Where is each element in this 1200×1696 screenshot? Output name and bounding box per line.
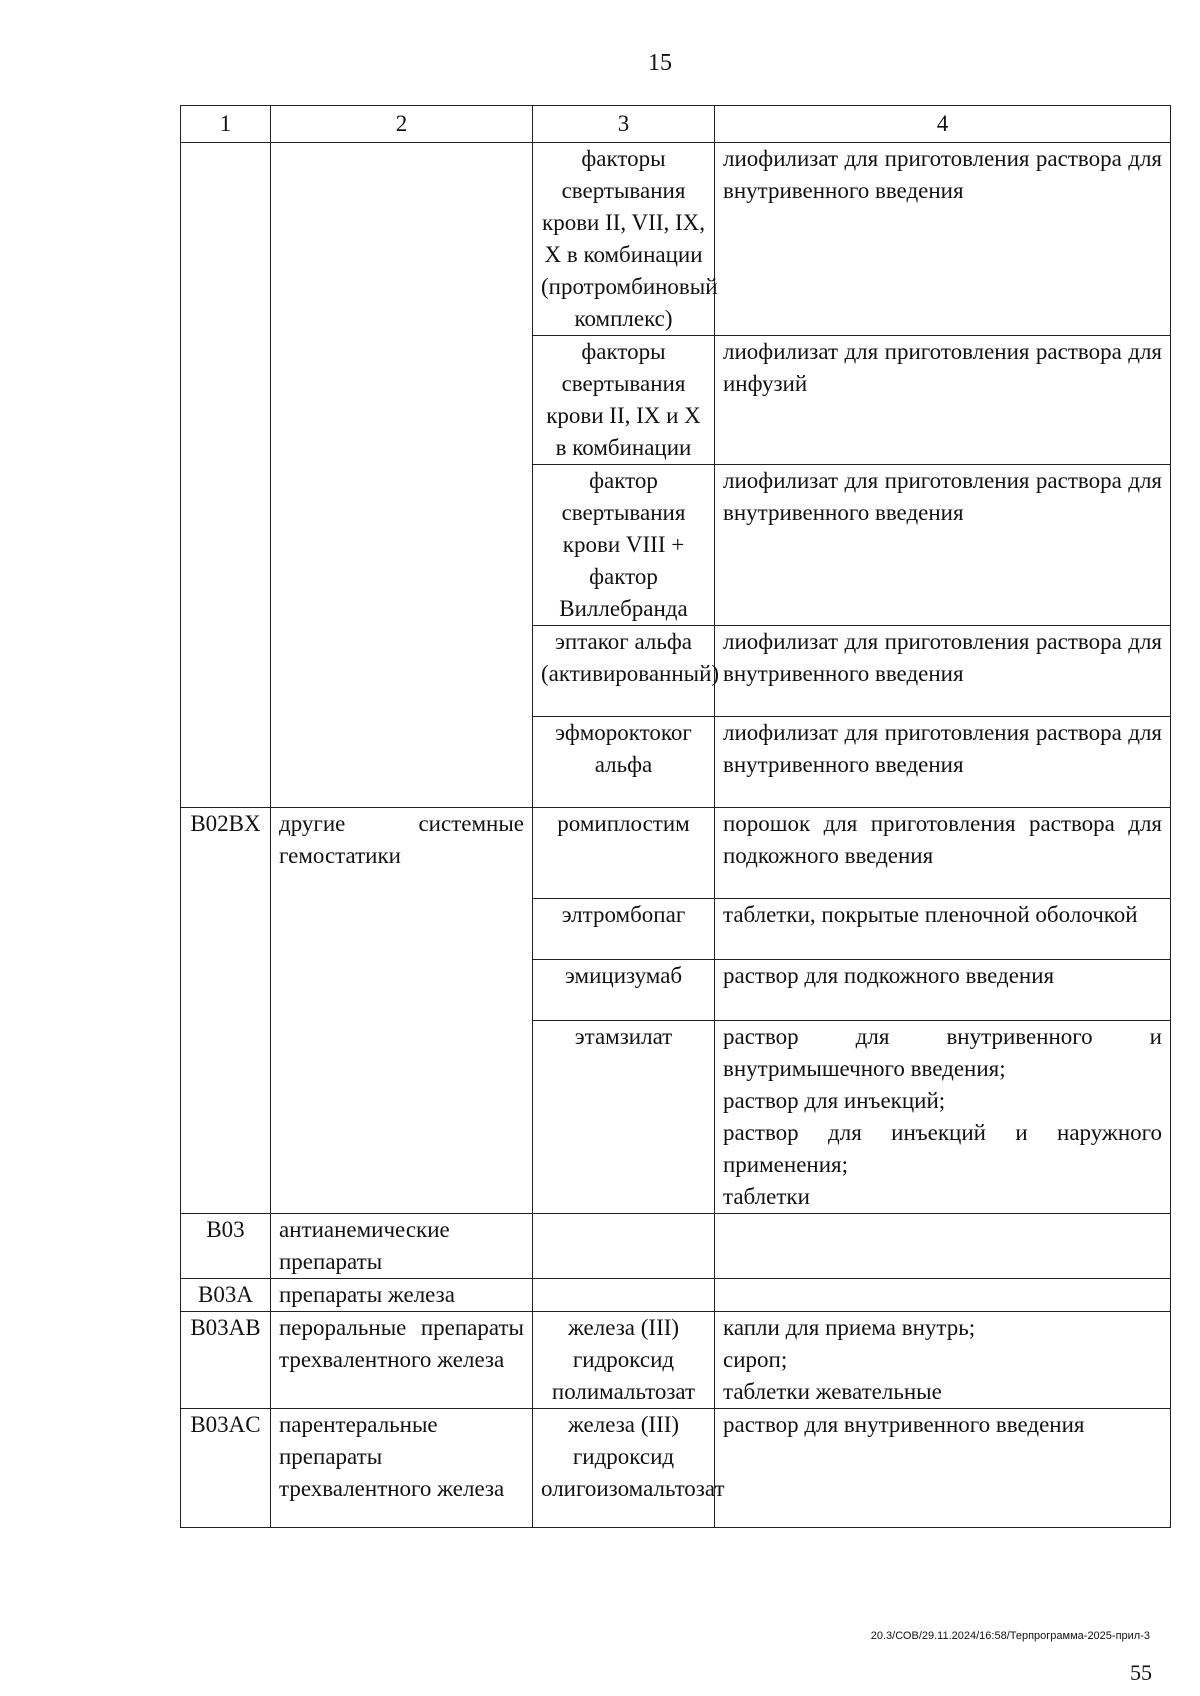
dosage-form-cell bbox=[715, 1214, 1171, 1279]
header-col-2: 2 bbox=[271, 106, 533, 143]
dosage-form-cell bbox=[715, 1279, 1171, 1312]
table-row bbox=[181, 1214, 1171, 1279]
group-cell bbox=[271, 143, 533, 808]
table-row bbox=[181, 808, 1171, 899]
group-cell: другие системные гемостатики bbox=[271, 808, 533, 1214]
document-footer-code: 20.3/СОВ/29.11.2024/16:58/Терпрограмма-2025-прил-3 bbox=[870, 1630, 1150, 1642]
substance-cell: железа (III) гидроксид олигоизомальтозат bbox=[533, 1409, 715, 1528]
dosage-form-cell: раствор для внутривенного введения bbox=[715, 1409, 1171, 1528]
atc-code-cell: B03A bbox=[181, 1279, 271, 1312]
dosage-form-cell: лиофилизат для приготовления раствора для внутривенного введения bbox=[715, 626, 1171, 717]
table-row bbox=[181, 1312, 1171, 1409]
atc-code-cell: B03 bbox=[181, 1214, 271, 1279]
dosage-form-cell: лиофилизат для приготовления раствора для внутривенного введения bbox=[715, 717, 1171, 808]
substance-cell: эптаког альфа (активированный) bbox=[533, 626, 715, 717]
substance-cell: факторы свертывания крови II, IX и X в комбинации bbox=[533, 336, 715, 465]
dosage-form-cell: капли для приема внутрь; сироп; таблетки жевательные bbox=[715, 1312, 1171, 1409]
dosage-form-cell: лиофилизат для приготовления раствора для внутривенного введения bbox=[715, 465, 1171, 626]
dosage-form-cell: лиофилизат для приготовления раствора для внутривенного введения bbox=[715, 143, 1171, 336]
dosage-form-cell: раствор для подкожного введения bbox=[715, 960, 1171, 1021]
substance-cell bbox=[533, 1279, 715, 1312]
table-row bbox=[181, 1409, 1171, 1528]
substance-cell: элтромбопаг bbox=[533, 899, 715, 960]
table-row bbox=[181, 1279, 1171, 1312]
atc-code-cell: B03AC bbox=[181, 1409, 271, 1528]
group-cell: пероральные препараты трехвалентного железа bbox=[271, 1312, 533, 1409]
table-row bbox=[181, 143, 1171, 336]
atc-code-cell: B03AB bbox=[181, 1312, 271, 1409]
atc-code-cell: B02BX bbox=[181, 808, 271, 1214]
group-cell: антианемические препараты bbox=[271, 1214, 533, 1279]
dosage-form-cell: таблетки, покрытые пленочной оболочкой bbox=[715, 899, 1171, 960]
dosage-form-cell: лиофилизат для приготовления раствора для инфузий bbox=[715, 336, 1171, 465]
atc-code-cell bbox=[181, 143, 271, 808]
dosage-form-cell: раствор для внутривенного и внутримышечного введения; раствор для инъекций; раствор для инъекций и наружного применения; таблетки bbox=[715, 1021, 1171, 1214]
group-cell: парентеральные препараты трехвалентного железа bbox=[271, 1409, 533, 1528]
substance-cell: фактор свертывания крови VIII + фактор Виллебранда bbox=[533, 465, 715, 626]
group-cell: препараты железа bbox=[271, 1279, 533, 1312]
substance-cell: железа (III) гидроксид полимальтозат bbox=[533, 1312, 715, 1409]
header-col-4: 4 bbox=[715, 106, 1171, 143]
page-number-top: 15 bbox=[648, 50, 672, 76]
substance-cell: эфмороктоког альфа bbox=[533, 717, 715, 808]
header-col-1: 1 bbox=[181, 106, 271, 143]
substance-cell: ромиплостим bbox=[533, 808, 715, 899]
substance-cell: этамзилат bbox=[533, 1021, 715, 1214]
substance-cell: эмицизумаб bbox=[533, 960, 715, 1021]
drug-list-table bbox=[180, 105, 1171, 1528]
table-header-row bbox=[181, 106, 1171, 143]
dosage-form-cell: порошок для приготовления раствора для подкожного введения bbox=[715, 808, 1171, 899]
header-col-3: 3 bbox=[533, 106, 715, 143]
substance-cell: факторы свертывания крови II, VII, IX, X в комбинации (протромбиновый комплекс) bbox=[533, 143, 715, 336]
page-number-bottom: 55 bbox=[1130, 1660, 1152, 1685]
substance-cell bbox=[533, 1214, 715, 1279]
